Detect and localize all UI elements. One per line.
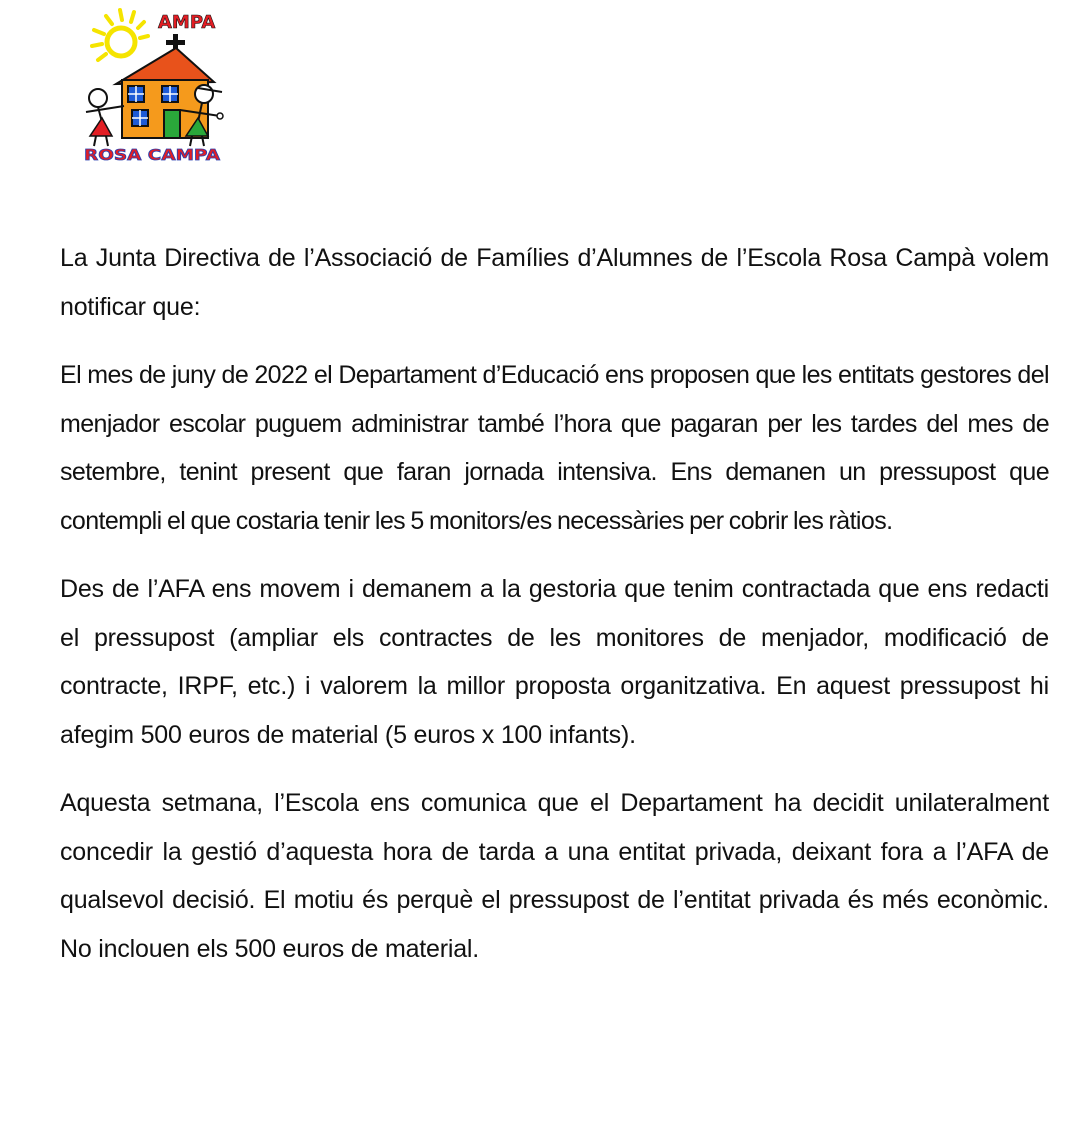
logo-top-text: AMPA [158,12,216,33]
ampa-logo-graphic [76,6,226,164]
logo-bottom-text: ROSA CAMPA [84,146,220,164]
door-icon [164,110,180,138]
child-figure-left-icon [86,89,124,146]
paragraph-afa-budget: Des de l’AFA ens movem i demanem a la gestoria que tenim contractada que ens redacti el pressupost (ampliar els contractes de les monitores de menjador, modificació de contracte, IRPF, etc.) i valorem la millor proposta organitzativa. En aquest pressupost hi afegim 500 euros de material (5 euros x 100 infants). [60,575,1049,749]
ampa-logo [76,6,226,164]
document-body [60,234,1049,993]
paragraph-intro: La Junta Directiva de l’Associació de Famílies d’Alumnes de l’Escola Rosa Campà volem notificar que: [60,244,1049,321]
sun-icon [107,28,135,56]
paragraph-june-proposal: El mes de juny de 2022 el Departament d’Educació ens proposen que les entitats gestores del menjador escolar puguem administrar també l’hora que pagaran per les tardes del mes de setembre, tenint present que faran jornada intensiva. Ens demanen un pressupost que contempli el que costaria tenir les 5 monitors/es necessàries per cobrir les ràtios. [60,361,1049,535]
paragraph-department-decision: Aquesta setmana, l’Escola ens comunica que el Departament ha decidit unilateralment concedir la gestió d’aquesta hora de tarda a una entitat privada, deixant fora a l’AFA de qualsevol decisió. El motiu és perquè el pressupost de l’entitat privada és més econòmic. No inclouen els 500 euros de material. [60,789,1049,963]
